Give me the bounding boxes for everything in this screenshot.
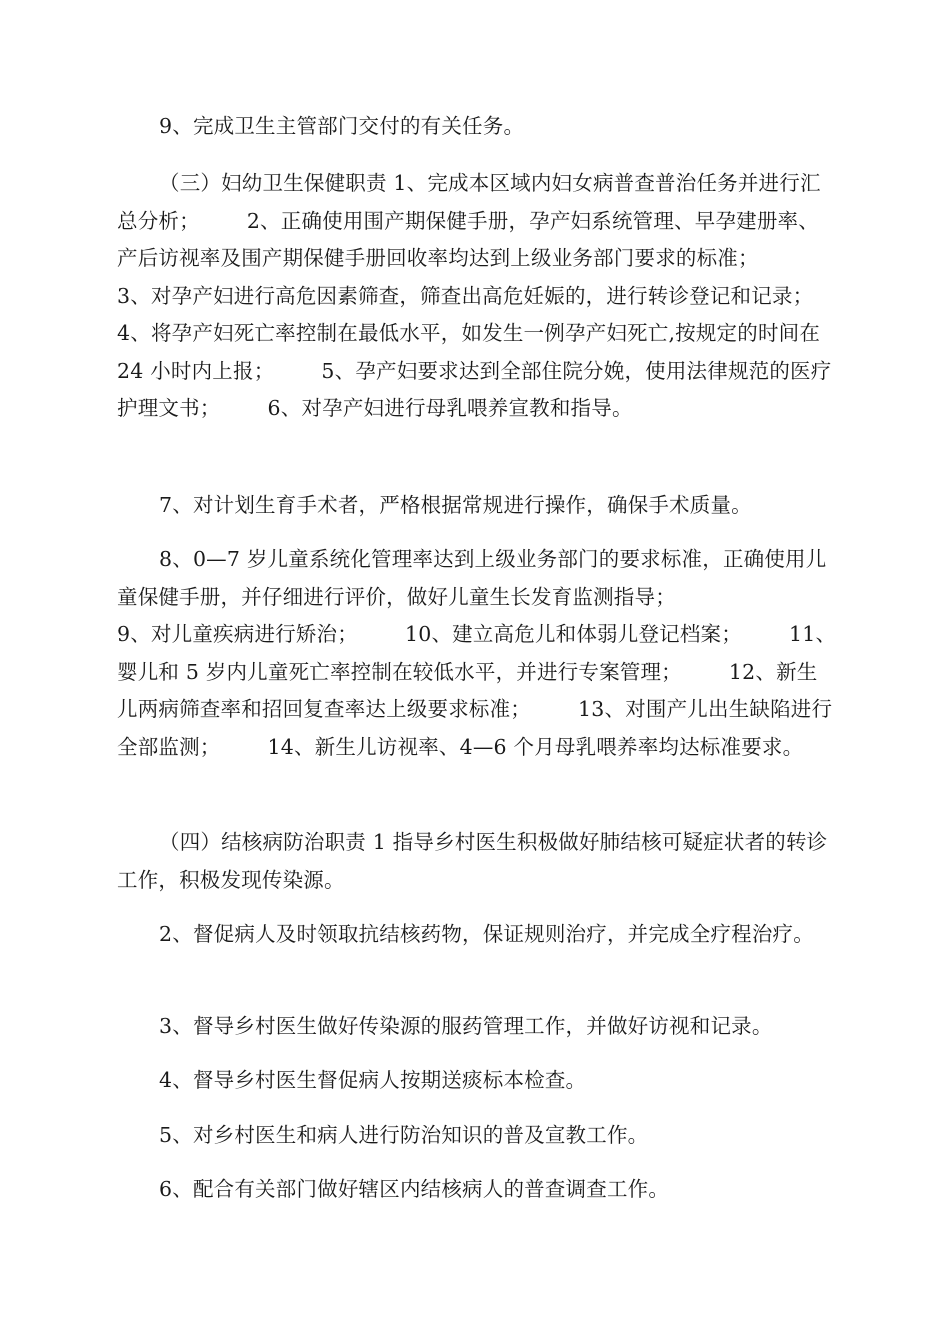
paragraph-task-9: 9、完成卫生主管部门交付的有关任务。: [159, 114, 525, 138]
paragraph-child-management: 8、0—7 岁儿童系统化管理率达到上级业务部门的要求标准，正确使用儿童保健手册，并仔细进行评价，做好儿童生长发育监测指导；: [117, 547, 827, 609]
paragraph-family-planning: 7、对计划生育手术者，严格根据常规进行操作，确保手术质量。: [159, 493, 752, 517]
paragraph-tuberculosis: （四）结核病防治职责 1 指导乡村医生积极做好肺结核可疑症状者的转诊工作，积极发现传染源。: [117, 830, 828, 892]
paragraph-tb-item-5: 5、对乡村医生和病人进行防治知识的普及宣教工作。: [159, 1123, 649, 1147]
paragraph-child-health-items: 9、对儿童疾病进行矫治； 10、建立高危儿和体弱儿登记档案； 11、婴儿和 5 岁内儿童死亡率控制在较低水平，并进行专案管理； 12、新生儿两病筛查率和招回复查率达上级要求标准； 13、对围产儿出生缺陷进行全部监测； 14、新生儿访视率、4—6 个月母乳喂养率均达标准要求。: [117, 622, 837, 759]
paragraph-tb-item-3: 3、督导乡村医生做好传染源的服药管理工作，并做好访视和记录。: [159, 1014, 773, 1038]
paragraph-tb-item-2: 2、督促病人及时领取抗结核药物，保证规则治疗，并完成全疗程治疗。: [159, 922, 814, 946]
paragraph-tb-item-4: 4、督导乡村医生督促病人按期送痰标本检查。: [159, 1068, 587, 1092]
paragraph-tb-item-6: 6、配合有关部门做好辖区内结核病人的普查调查工作。: [159, 1177, 670, 1201]
paragraph-maternal-child-health: （三）妇幼卫生保健职责 1、完成本区域内妇女病普查普治任务并进行汇总分析； 2、正确使用围产期保健手册，孕产妇系统管理、早孕建册率、产后访视率及围产期保健手册回收率均达到上级业务部门要求的标准； 3、对孕产妇进行高危因素筛查，筛查出高危妊娠的，进行转诊登记和记录； 4、将孕产妇死亡率控制在最低水平，如发生一例孕产妇死亡,按规定的时间在 24 小时内上报； 5、孕产妇要求达到全部住院分娩，使用法律规范的医疗护理文书； 6、对孕产妇进行母乳喂养宣教和指导。: [117, 171, 861, 420]
